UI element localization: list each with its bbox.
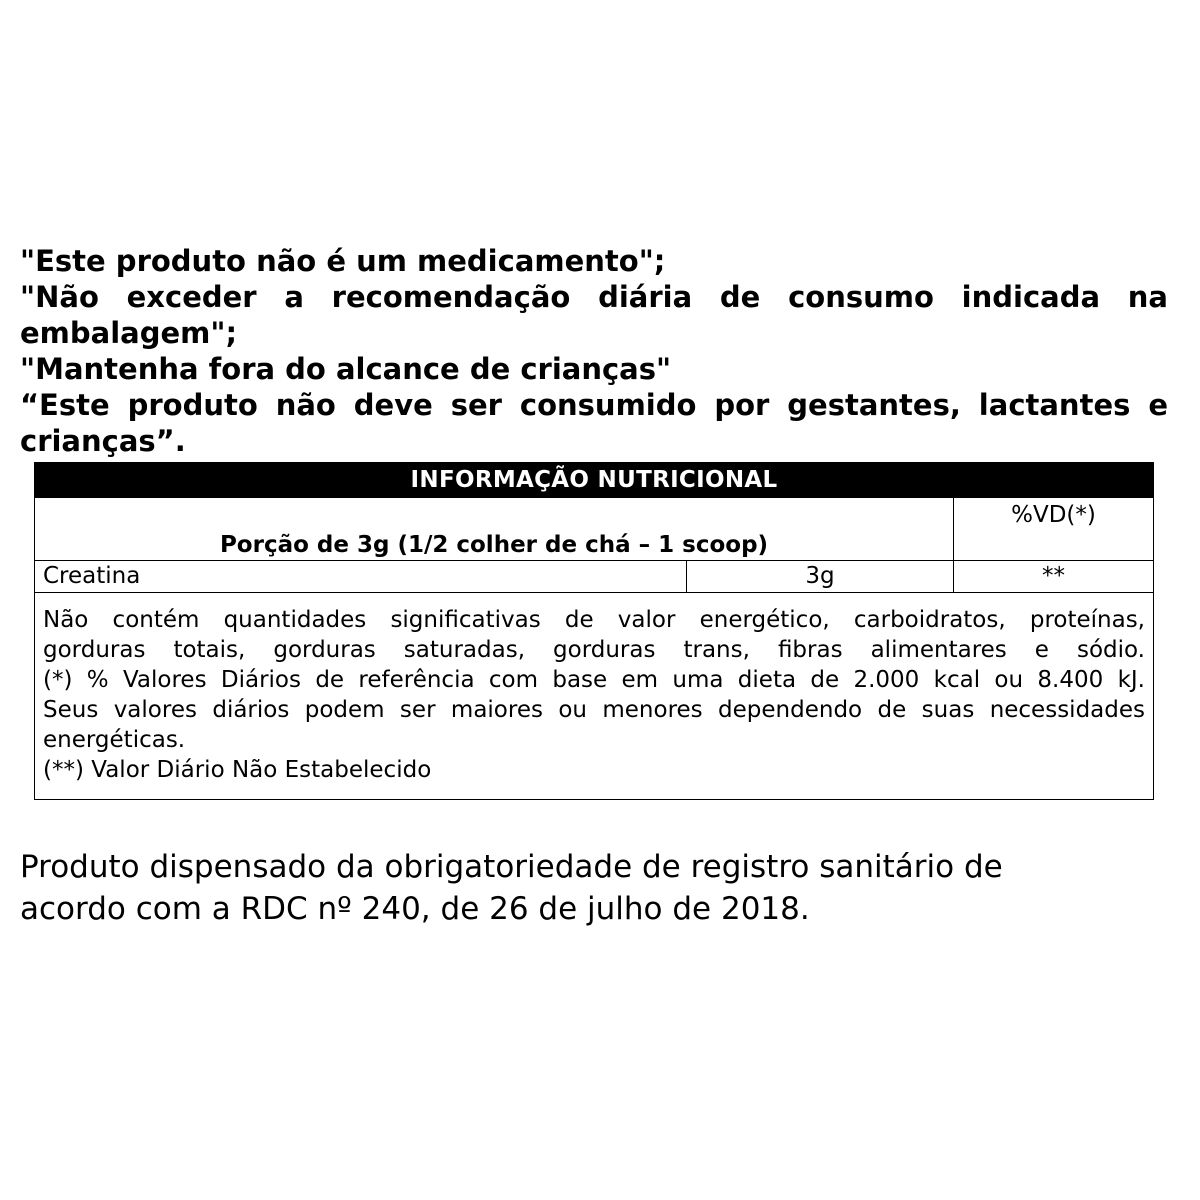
footer-line: Produto dispensado da obrigatoriedade de registro sanitário de xyxy=(20,849,1003,885)
note-line: gorduras totais, gorduras saturadas, gorduras trans, fibras alimentares e sódio. xyxy=(43,637,1145,663)
table-row xyxy=(35,561,1154,593)
note-line: (*) % Valores Diários de referência com base em uma dieta de 2.000 kcal ou 8.400 kJ. xyxy=(43,667,1145,693)
nutrient-name: Creatina xyxy=(35,561,687,593)
vd-header: %VD(*) xyxy=(954,498,1154,561)
nutrient-amount: 3g xyxy=(687,561,954,593)
warning-text: "Mantenha fora do alcance de crianças" xyxy=(20,352,672,386)
nutrition-notes xyxy=(35,593,1154,800)
note-line: Seus valores diários podem ser maiores ou menores dependendo de suas necessidades xyxy=(43,697,1145,723)
note-line: energéticas. xyxy=(43,727,186,753)
warnings-block xyxy=(20,243,1168,459)
registration-notice xyxy=(20,846,1180,930)
warning-text: "Este produto não é um medicamento"; xyxy=(20,244,666,278)
footer-line: acordo com a RDC nº 240, de 26 de julho de 2018. xyxy=(20,891,810,927)
nutrition-table-title: INFORMAÇÃO NUTRICIONAL xyxy=(35,463,1154,498)
nutrition-table xyxy=(34,462,1154,800)
warning-text: "Não exceder a recomendação diária de consumo indicada na embalagem"; xyxy=(20,280,1168,350)
portion-label: Porção de 3g (1/2 colher de chá – 1 scoop) xyxy=(35,498,954,561)
note-line: Não contém quantidades significativas de valor energético, carboidratos, proteínas, xyxy=(43,607,1145,633)
warning-text: “Este produto não deve ser consumido por gestantes, lactantes e crianças”. xyxy=(20,388,1168,458)
nutrient-vd: ** xyxy=(954,561,1154,593)
note-line: (**) Valor Diário Não Estabelecido xyxy=(43,757,432,783)
